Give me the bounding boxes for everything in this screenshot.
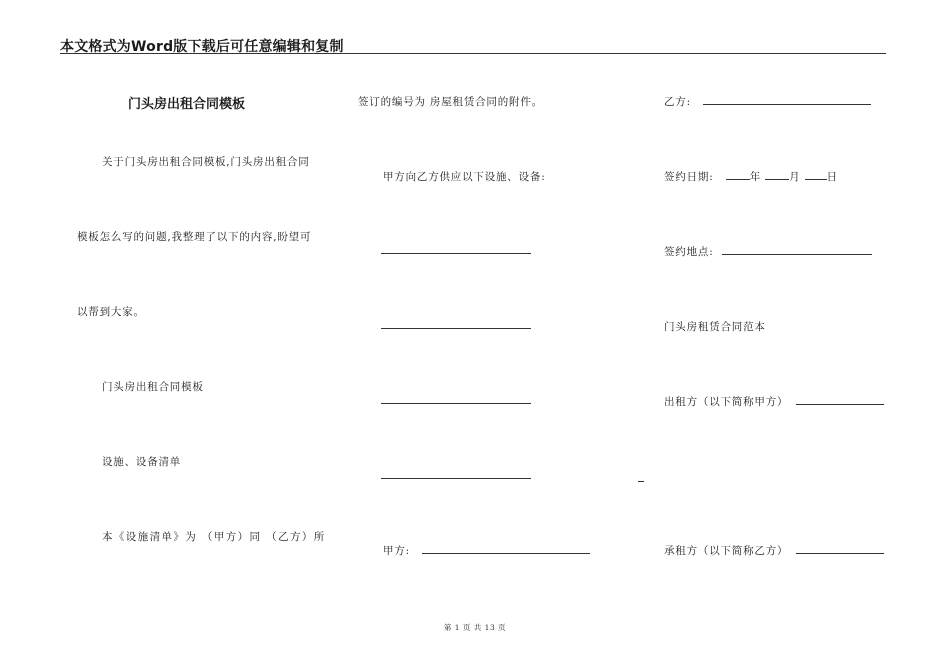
sign-date-label: 签约日期:	[664, 171, 714, 183]
sign-place	[664, 244, 872, 259]
sample-title: 门头房租赁合同范本	[664, 321, 766, 333]
blank-line-2	[381, 328, 531, 329]
year-blank	[726, 169, 750, 180]
page-number: 第 1 页 共 13 页	[443, 623, 507, 632]
party-a-blank	[422, 543, 590, 554]
lessor-line	[664, 394, 884, 409]
section-heading: 设施、设备清单	[102, 456, 182, 468]
party-a-label: 甲方:	[383, 545, 410, 557]
day-label: 日	[826, 171, 838, 183]
year-label: 年	[749, 171, 761, 183]
header-title: 本文格式为Word版下载后可任意编辑和复制	[60, 39, 344, 55]
sign-date	[664, 169, 838, 184]
month-blank	[765, 169, 789, 180]
page-header	[60, 36, 886, 54]
sign-place-label: 签约地点:	[664, 246, 714, 258]
lessee-blank	[796, 543, 884, 554]
facility-list-paragraph: 本《设施清单》为 （甲方）同 （乙方）所	[102, 531, 326, 543]
lessor-label: 出租方（以下简称甲方）	[664, 396, 789, 408]
intro-line-1: 关于门头房出租合同模板,门头房出租合同	[102, 156, 310, 168]
intro-line-2: 模板怎么写的问题,我整理了以下的内容,盼望可	[77, 231, 312, 243]
month-label: 月	[789, 171, 801, 183]
equipment-intro: 甲方向乙方供应以下设施、设备:	[383, 171, 546, 183]
document-title: 门头房出租合同模板	[128, 97, 246, 112]
party-b-blank	[703, 94, 871, 105]
party-a-signature	[383, 543, 590, 558]
party-b-signature	[664, 94, 871, 109]
blank-line-1	[381, 253, 531, 254]
blank-line-4	[381, 478, 531, 479]
lessee-line	[664, 543, 884, 558]
attachment-paragraph: 签订的编号为 房屋租赁合同的附件。	[358, 96, 543, 108]
subtitle: 门头房出租合同模板	[102, 381, 204, 393]
intro-line-3: 以帮到大家。	[77, 306, 145, 318]
blank-line-3	[381, 403, 531, 404]
party-b-label: 乙方:	[664, 96, 691, 108]
stray-dash	[638, 481, 644, 482]
sign-place-blank	[722, 244, 872, 255]
day-blank	[805, 169, 827, 180]
lessee-label: 承租方（以下简称乙方）	[664, 545, 789, 557]
lessor-blank	[796, 394, 884, 405]
